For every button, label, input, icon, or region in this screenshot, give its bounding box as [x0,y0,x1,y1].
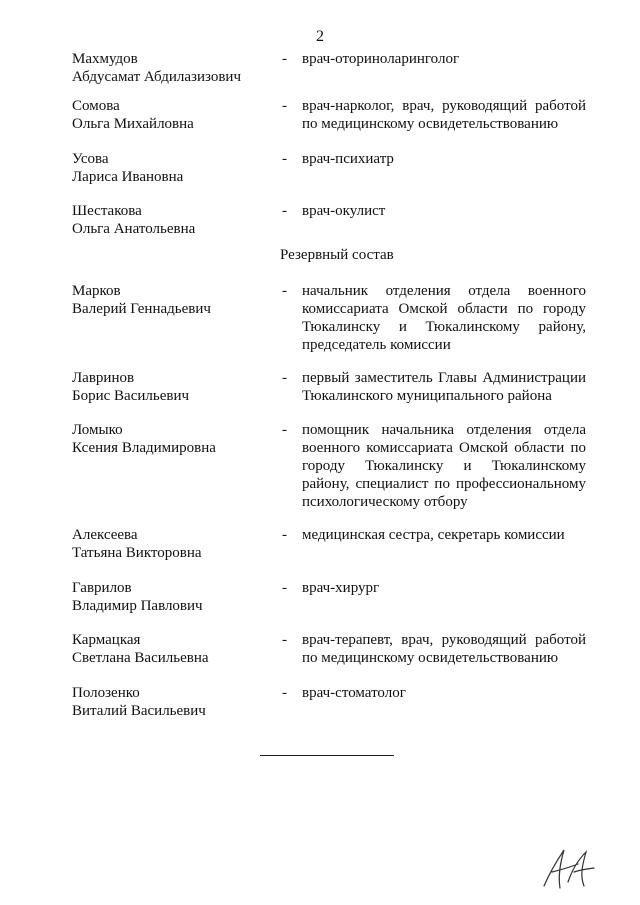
member-given-names: Ксения Владимировна [72,440,216,456]
member-role: помощник начальника отделения отдела военного комиссариата Омской области по городу Тюкалинску и Тюкалинскому району, специалист по профессиональному психологическому отбору [302,422,586,510]
member-name [72,579,272,615]
member-role: медицинская сестра, секретарь комиссии [302,527,565,543]
dash-separator: - [282,203,287,219]
dash-separator: - [282,632,287,648]
member-surname: Полозенко [72,685,140,701]
member-given-names: Лариса Ивановна [72,169,184,185]
member-given-names: Ольга Михайловна [72,116,194,132]
dash-separator: - [282,51,287,67]
page-number: 2 [316,28,324,45]
member-name [72,282,272,318]
member-surname: Гаврилов [72,580,132,596]
member-surname: Шестакова [72,203,142,219]
dash-separator: - [282,151,287,167]
dash-separator: - [282,370,287,386]
member-name [72,526,272,562]
member-role: врач-оториноларинголог [302,51,460,67]
reserve-section-title: Резервный состав [280,247,394,263]
member-name [72,421,272,457]
member-role: врач-хирург [302,580,380,596]
member-role: врач-нарколог, врач, руководящий работой по медицинскому освидетельствованию [302,98,586,132]
member-role: врач-окулист [302,203,386,219]
member-surname: Лавринов [72,370,135,386]
closing-rule [260,755,394,756]
member-surname: Марков [72,283,121,299]
member-given-names: Владимир Павлович [72,598,203,614]
member-role: начальник отделения отдела военного комиссариата Омской области по городу Тюкалинску и Тюкалинскому району, председатель комиссии [302,283,586,353]
member-name [72,202,272,238]
member-given-names: Виталий Васильевич [72,703,206,719]
member-given-names: Абдусамат Абдилазизович [72,69,241,85]
dash-separator: - [282,580,287,596]
member-given-names: Ольга Анатольевна [72,221,196,237]
member-role: врач-терапевт, врач, руководящий работой по медицинскому освидетельствованию [302,632,586,666]
member-role: врач-стоматолог [302,685,406,701]
member-surname: Усова [72,151,109,167]
dash-separator: - [282,283,287,299]
member-surname: Махмудов [72,51,138,67]
member-given-names: Борис Васильевич [72,388,190,404]
member-name [72,50,272,86]
dash-separator: - [282,685,287,701]
member-given-names: Валерий Геннадьевич [72,301,211,317]
member-surname: Сомова [72,98,120,114]
member-name [72,97,272,133]
member-role: врач-психиатр [302,151,394,167]
dash-separator: - [282,98,287,114]
member-name [72,150,272,186]
member-surname: Алексеева [72,527,138,543]
member-name [72,631,272,667]
dash-separator: - [282,527,287,543]
member-given-names: Светлана Васильевна [72,650,209,666]
member-name [72,684,272,720]
member-role: первый заместитель Главы Администрации Тюкалинского муниципального района [302,370,586,404]
signature-mark [538,842,598,894]
dash-separator: - [282,422,287,438]
member-given-names: Татьяна Викторовна [72,545,202,561]
member-name [72,369,272,405]
member-surname: Кармацкая [72,632,141,648]
member-surname: Ломыко [72,422,123,438]
